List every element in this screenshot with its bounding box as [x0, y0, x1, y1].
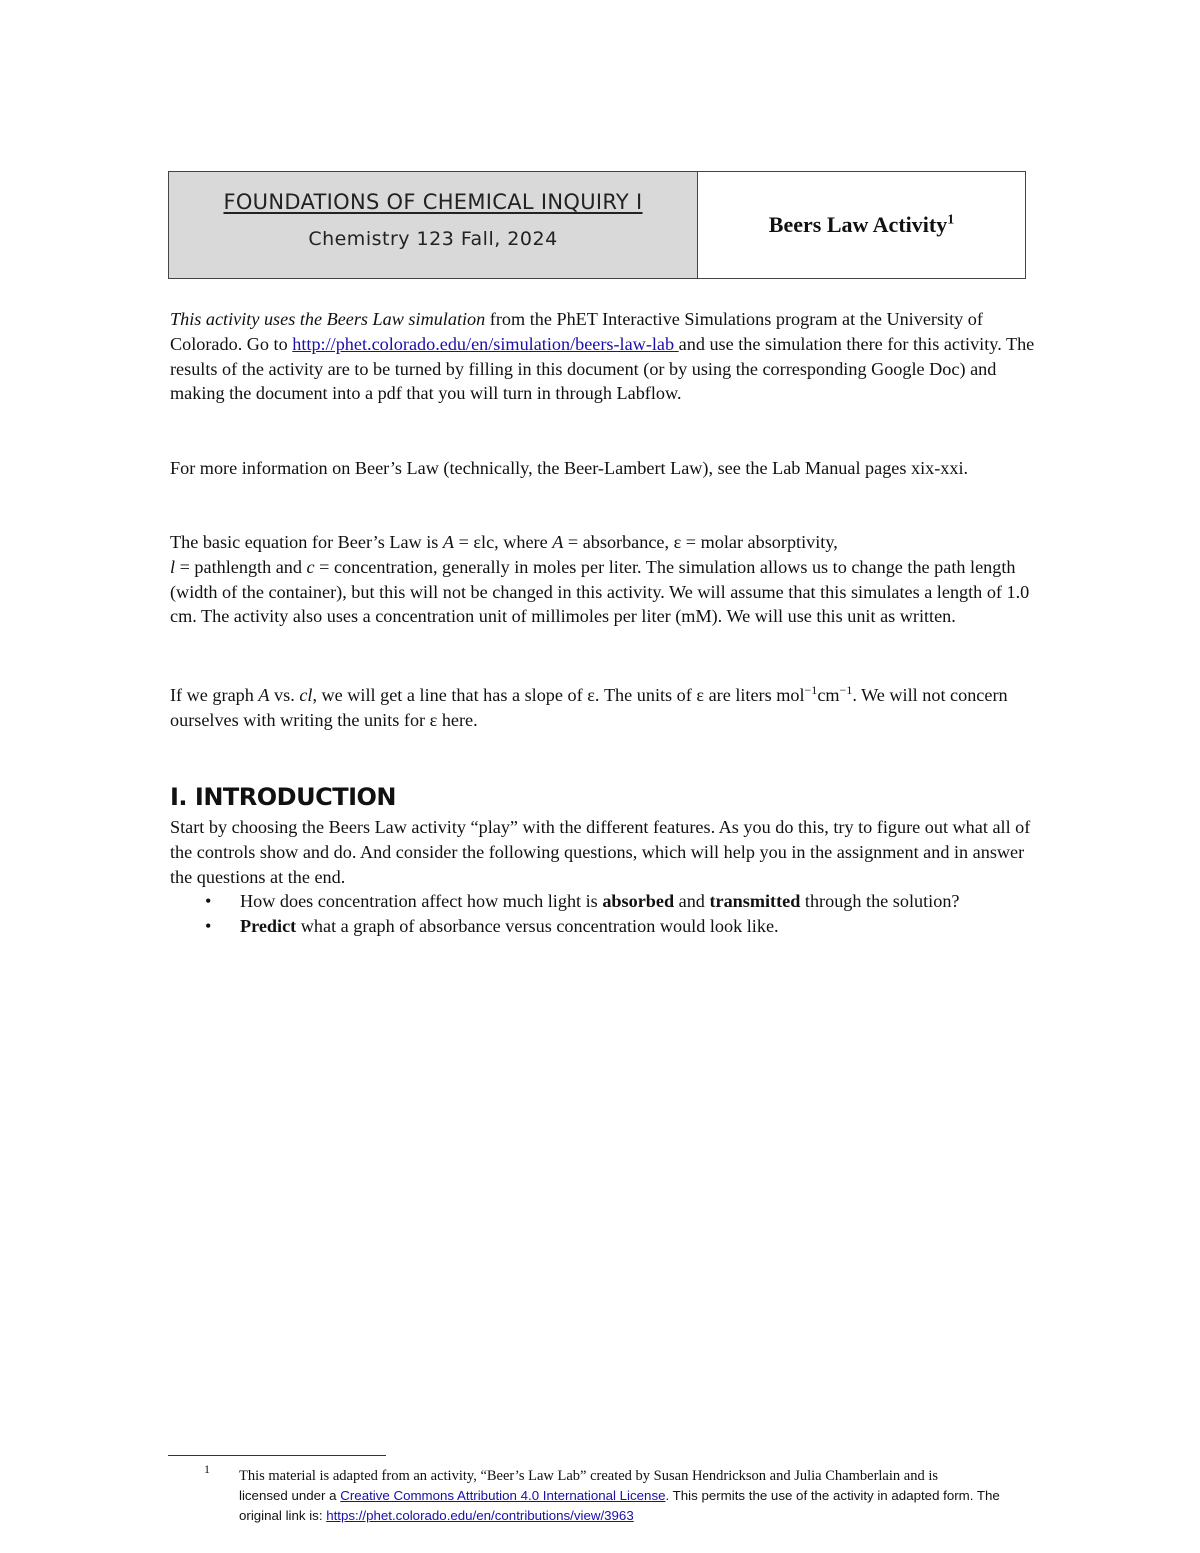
question-list	[170, 889, 1035, 939]
list-item	[170, 914, 1035, 939]
bullet-text: what a graph of absorbance versus concentration would look like.	[296, 916, 779, 937]
license-link[interactable]: Creative Commons Attribution 4.0 International License	[340, 1488, 666, 1503]
bullet-icon: •	[205, 891, 212, 912]
bullet-bold: Predict	[240, 916, 297, 937]
bullet-icon: •	[205, 916, 212, 937]
footnote-text	[239, 1466, 1029, 1526]
bullet-text: and	[674, 891, 710, 912]
footnote-separator	[168, 1455, 386, 1456]
activity-title	[769, 212, 954, 238]
footnote-ref[interactable]: 1	[947, 212, 955, 228]
eq-var-c: c	[306, 556, 315, 577]
eq-var-A: A	[552, 532, 564, 552]
graph-var-A: A	[258, 685, 270, 706]
eq-text-5: = concentration, generally in moles per liter. The simulation allows us to change the path length (width of the container), but this will not be changed in this activity. We will assume that this simulates a length of 1.0 cm. The activity also uses a concentration unit of millimoles per liter (mM). We will use this unit as written.	[170, 556, 1030, 627]
footnote-text-2: licensed under a	[239, 1488, 341, 1503]
bullet-bold: absorbed	[602, 891, 675, 912]
phet-simulation-link[interactable]: http://phet.colorado.edu/en/simulation/beers-law-lab	[292, 333, 679, 354]
footnote-text-3: . This permits the use of the activity in adapted form. The original link is:	[239, 1488, 1000, 1523]
graph-text-1: If we graph	[170, 685, 259, 706]
eq-text-3: = absorbance, ε = molar absorptivity,	[563, 532, 838, 552]
graph-text-3: , we will get a line that has a slope of ε. The units of ε are liters mol	[312, 685, 805, 706]
intro-text-2: and use the simulation there for this activity. The results of the activity are to be turned by filling in this document (or by using the corresponding Google Doc) and making the document into a pdf that you will turn in through Labflow.	[170, 333, 1035, 404]
introduction-paragraph: Start by choosing the Beers Law activity “play” with the different features. As you do this, try to figure out what all of the controls show and do. And consider the following questions, which will help you in the assignment and in answer the questions at the end.	[170, 817, 1031, 887]
activity-cell	[698, 172, 1025, 278]
info-text: For more information on Beer’s Law (technically, the Beer-Lambert Law), see the Lab Manual pages xix-xxi.	[170, 458, 969, 478]
graph-var-cl: cl	[299, 685, 313, 706]
course-title: FOUNDATIONS OF CHEMICAL INQUIRY I	[223, 190, 643, 214]
graph-text-2: vs.	[269, 685, 300, 706]
exponent: −1	[839, 683, 853, 697]
graph-text-4: cm	[817, 685, 840, 706]
bullet-text: through the solution?	[800, 891, 960, 912]
eq-text-2: = εlc, where	[454, 532, 553, 552]
intro-text-1: from the PhET Interactive Simulations program at the University of Colorado. Go to	[170, 309, 983, 354]
eq-var-A: A	[442, 532, 455, 552]
header-table	[168, 171, 1026, 279]
info-paragraph	[170, 456, 1035, 481]
list-item	[170, 889, 1035, 914]
intro-italic-lead: This activity uses the Beers Law simulation	[170, 309, 486, 329]
eq-text-1: The basic equation for Beer’s Law is	[170, 532, 443, 552]
bullet-bold: transmitted	[709, 891, 801, 912]
graph-paragraph	[170, 678, 1035, 733]
footnote-line-1: This material is adapted from an activity, “Beer’s Law Lab” created by Susan Hendrickson and Julia Chamberlain and is	[239, 1468, 938, 1484]
footnote-number: 1	[204, 1462, 210, 1476]
original-activity-link[interactable]: https://phet.colorado.edu/en/contributions/view/3963	[326, 1508, 634, 1523]
bullet-text: How does concentration affect how much light is	[240, 891, 603, 912]
course-subtitle: Chemistry 123 Fall, 2024	[308, 228, 558, 250]
exponent: −1	[804, 683, 818, 697]
introduction-body	[170, 815, 1035, 939]
eq-var-l: l	[170, 556, 176, 577]
graph-text-5: . We will not concern ourselves with writing the units for ε here.	[170, 685, 1008, 730]
course-cell	[169, 172, 698, 278]
section-heading-introduction: I. INTRODUCTION	[170, 783, 396, 811]
intro-paragraph	[170, 307, 1035, 406]
equation-paragraph	[170, 530, 1035, 629]
eq-text-4: = pathlength and	[175, 556, 307, 577]
activity-title-text: Beers Law Activity	[768, 212, 948, 237]
